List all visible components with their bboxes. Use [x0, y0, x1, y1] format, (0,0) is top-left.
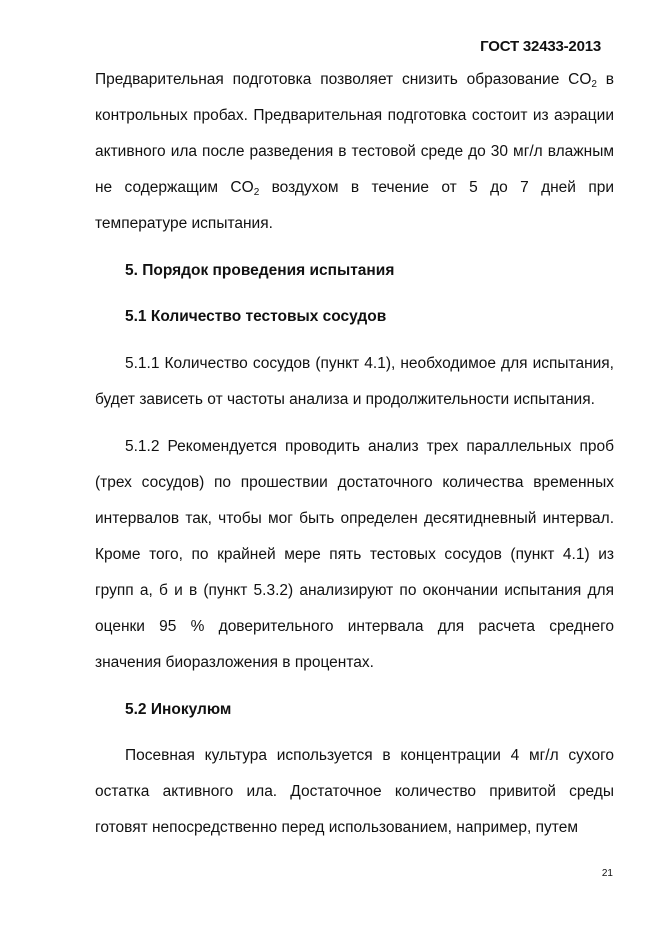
subscript: 2: [591, 79, 597, 90]
section-heading-5-2: 5.2 Инокулюм: [125, 700, 232, 718]
paragraph-text: в контрольных пробах. Предварительная подготовка состоит из аэрации активного ила после разведения в тестовой среде до 30 мг/л влажным не содержащим CO: [95, 71, 614, 196]
subscript: 2: [253, 186, 260, 198]
paragraph-5-2: Посевная культура используется в концентрации 4 мг/л сухого остатка активного ила. Достаточное количество привитой среды готовят непосредственно перед использованием, например, путем: [95, 747, 614, 837]
pretreatment-paragraph: [95, 62, 614, 242]
paragraph-5-1-1: 5.1.1 Количество сосудов (пункт 4.1), необходимое для испытания, будет зависеть от частоты анализа и продолжительности испытания.: [95, 355, 614, 409]
paragraph-5-1-2: 5.1.2 Рекомендуется проводить анализ трех параллельных проб (трех сосудов) по прошествии достаточного количества временных интервалов так, чтобы мог быть определен десятидневный интервал. Кроме того, по крайней мере пять тестовых сосудов (пункт 4.1) из групп а, б и в (пункт 5.3.2) анализируют по окончании испытания для оценки 95 % доверительного интервала для расчета среднего значения биоразложения в процентах.: [95, 438, 614, 671]
page-number: 21: [601, 868, 613, 879]
section-heading-5-1: 5.1 Количество тестовых сосудов: [125, 308, 387, 326]
section-heading-5: 5. Порядок проведения испытания: [125, 261, 395, 279]
paragraph-text: Предварительная подготовка позволяет снизить образование CO: [95, 71, 592, 88]
paragraph-text: воздухом в течение от 5 до 7 дней при температуре испытания.: [95, 178, 614, 232]
page-body: [95, 62, 614, 857]
document-code-header: ГОСТ 32433-2013: [480, 38, 601, 55]
